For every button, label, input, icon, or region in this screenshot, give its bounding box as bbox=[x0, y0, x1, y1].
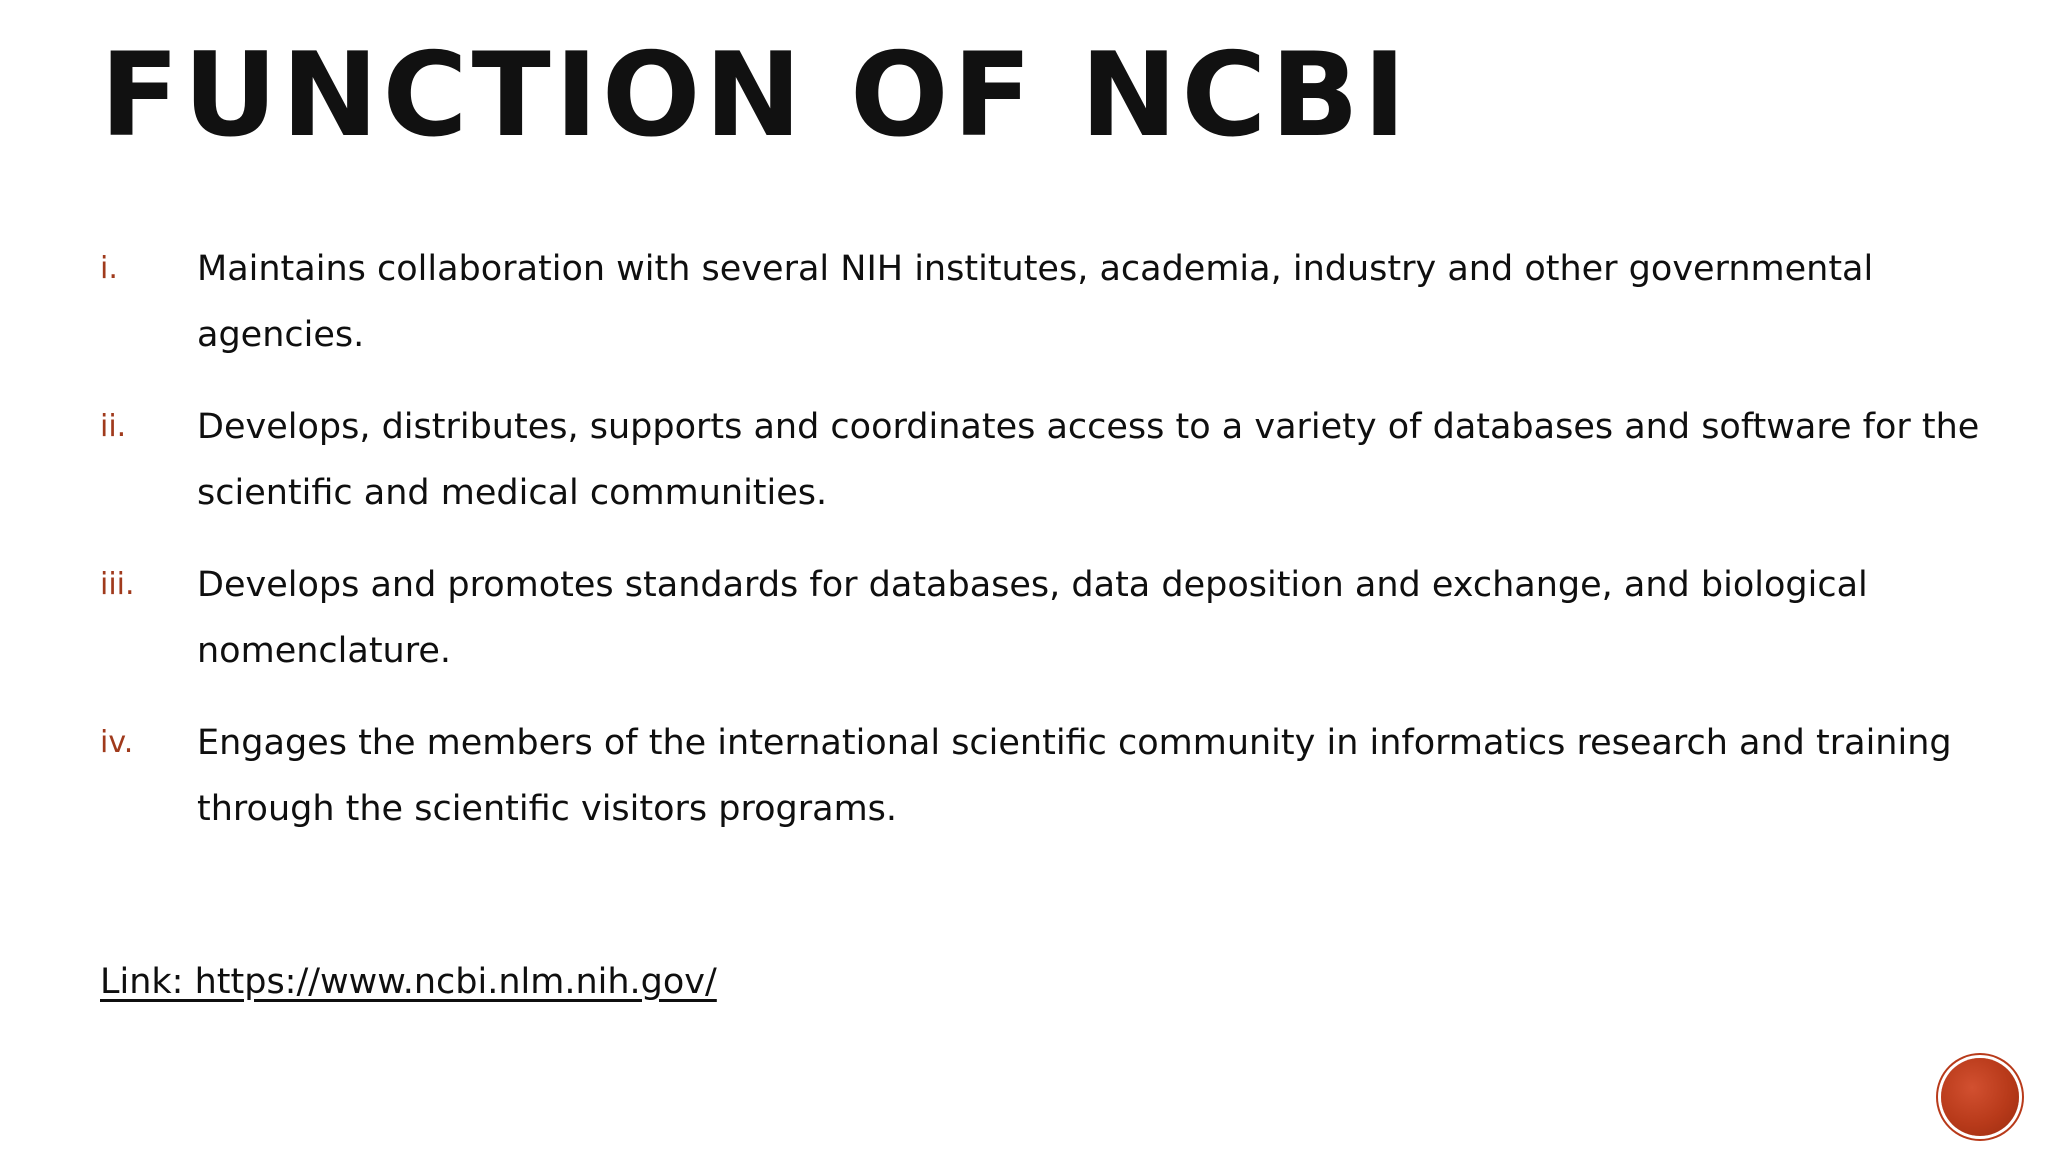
list-item bbox=[100, 710, 1980, 842]
list-text: Develops and promotes standards for databases, data deposition and exchange, and biological nomenclature. bbox=[197, 565, 1868, 671]
list-item bbox=[100, 394, 1980, 526]
circle-button-icon[interactable] bbox=[1941, 1058, 2019, 1136]
list-item bbox=[100, 552, 1980, 684]
list-number: iv. bbox=[100, 725, 134, 760]
list-text: Engages the members of the international scientific community in informatics research and training through the scientific visitors programs. bbox=[197, 723, 1952, 829]
list-item bbox=[100, 236, 1980, 368]
list-text: Develops, distributes, supports and coordinates access to a variety of databases and software for the scientific and medical communities. bbox=[197, 407, 1980, 513]
list-number: iii. bbox=[100, 567, 135, 602]
list-number: i. bbox=[100, 251, 118, 286]
list-number: ii. bbox=[100, 409, 127, 444]
function-list bbox=[100, 236, 1980, 868]
list-text: Maintains collaboration with several NIH institutes, academia, industry and other governmental agencies. bbox=[197, 249, 1874, 355]
slide-title: FUNCTION OF NCBI bbox=[100, 28, 1411, 163]
ncbi-link[interactable]: Link: https://www.ncbi.nlm.nih.gov/ bbox=[100, 962, 717, 1002]
